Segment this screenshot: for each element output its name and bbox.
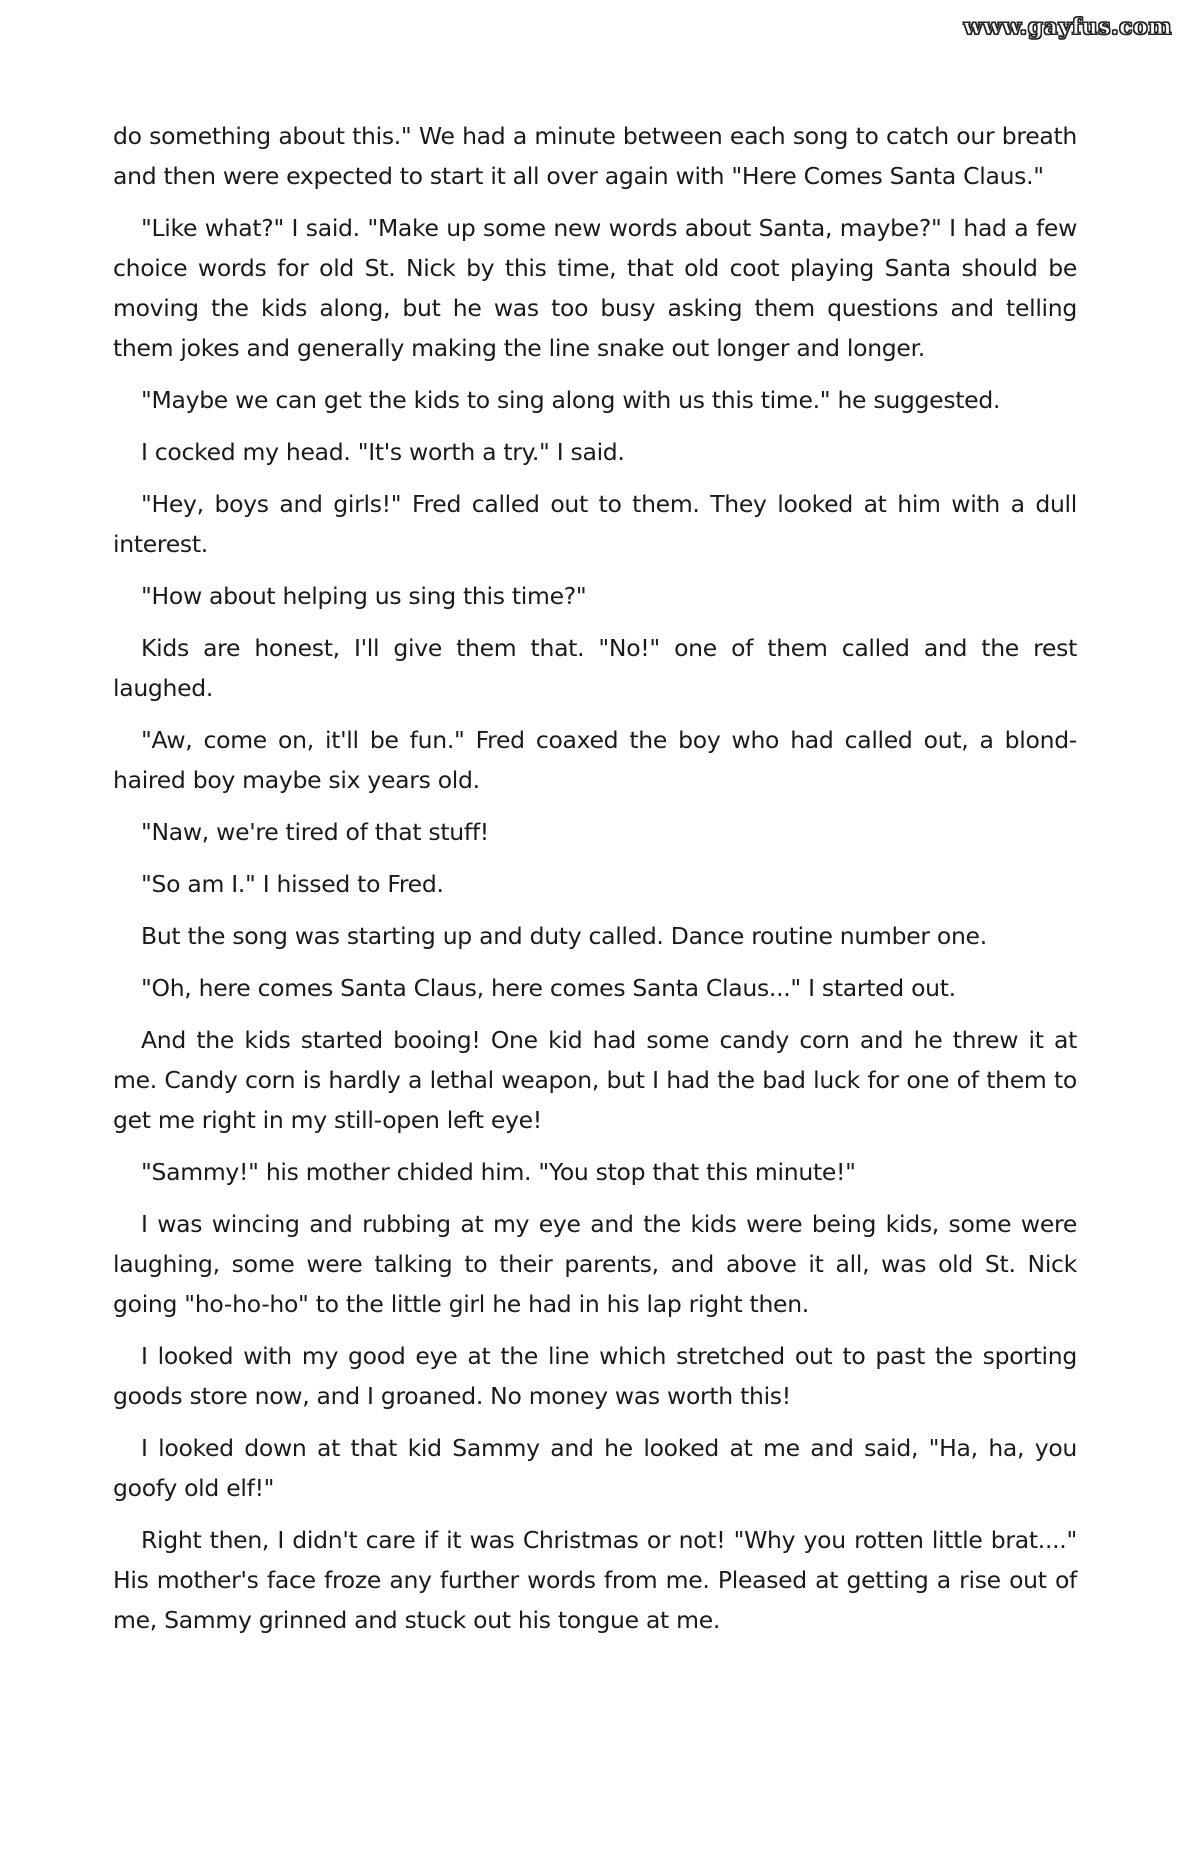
paragraph: "Hey, boys and girls!" Fred called out to them. They looked at him with a dull interest. <box>113 490 1077 558</box>
paragraph: Right then, I didn't care if it was Christmas or not! "Why you rotten little brat...." His mother's face froze any further words from me. Pleased at getting a rise out of me, Sammy grinned and stuck out his tongue at me. <box>113 1526 1077 1634</box>
paragraph: "Aw, come on, it'll be fun." Fred coaxed the boy who had called out, a blond-haired boy maybe six years old. <box>113 726 1077 794</box>
paragraph: I was wincing and rubbing at my eye and the kids were being kids, some were laughing, some were talking to their parents, and above it all, was old St. Nick going "ho-ho-ho" to the little girl he had in his lap right then. <box>113 1210 1077 1318</box>
paragraph: I looked with my good eye at the line which stretched out to past the sporting goods store now, and I groaned. No money was worth this! <box>113 1342 1077 1410</box>
paragraph: And the kids started booing! One kid had some candy corn and he threw it at me. Candy corn is hardly a lethal weapon, but I had the bad luck for one of them to get me right in my still-open left eye! <box>113 1026 1077 1134</box>
paragraph: "Like what?" I said. "Make up some new words about Santa, maybe?" I had a few choice words for old St. Nick by this time, that old coot playing Santa should be moving the kids along, but he was too busy asking them questions and telling them jokes and generally making the line snake out longer and longer. <box>113 214 1077 362</box>
paragraph: "Maybe we can get the kids to sing along with us this time." he suggested. <box>141 386 1001 414</box>
site-watermark: www.gayfus.com <box>963 14 1172 40</box>
paragraph: I cocked my head. "It's worth a try." I said. <box>141 438 625 466</box>
paragraph: Kids are honest, I'll give them that. "No!" one of them called and the rest laughed. <box>113 634 1077 702</box>
paragraph: But the song was starting up and duty called. Dance routine number one. <box>141 922 987 950</box>
paragraph: "Oh, here comes Santa Claus, here comes Santa Claus..." I started out. <box>141 974 956 1002</box>
paragraph: "How about helping us sing this time?" <box>141 582 587 610</box>
paragraph: "Sammy!" his mother chided him. "You stop that this minute!" <box>141 1158 856 1186</box>
story-text <box>113 116 1077 1652</box>
paragraph: I looked down at that kid Sammy and he looked at me and said, "Ha, ha, you goofy old elf!" <box>113 1434 1077 1502</box>
paragraph: "Naw, we're tired of that stuff! <box>141 818 489 846</box>
paragraph: "So am I." I hissed to Fred. <box>141 870 444 898</box>
paragraph: do something about this." We had a minute between each song to catch our breath and then were expected to start it all over again with "Here Comes Santa Claus." <box>113 122 1077 190</box>
